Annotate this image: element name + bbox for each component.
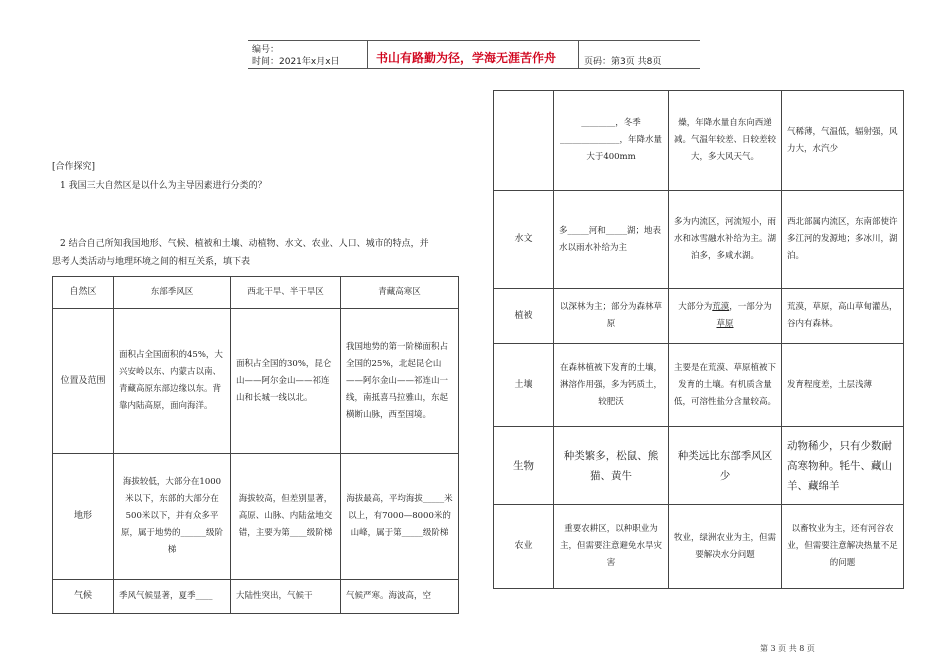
cell-east-biology: 种类繁多，松鼠、熊猫、黄牛	[554, 427, 669, 505]
header-top-rule	[248, 40, 700, 41]
cell-east-terrain: 海拔较低，大部分在1000米以下，东部的大部分在500米以下，并有众多平原，属于地势的______级阶梯	[114, 454, 231, 580]
header-page-label: 页码：第3页 共8页	[584, 57, 662, 67]
row-label-vegetation: 植被	[494, 289, 554, 344]
table-row	[494, 289, 904, 344]
table-row	[494, 191, 904, 289]
header-time-label: 时间：2021年x月x日	[252, 57, 340, 67]
page-footer: 第 3 页 共 8 页	[760, 644, 815, 653]
question-2-line-1: 2 结合自己所知我国地形、气候、植被和土壤、动植物、水文、农业、人口、城市的特点，并	[60, 239, 429, 249]
cell-northwest-hydrology: 多为内流区，河流短小，雨水和冰雪融水补给为主。湖泊多，多咸水湖。	[669, 191, 782, 289]
col-header-east: 东部季风区	[114, 277, 231, 309]
table-row	[53, 309, 459, 454]
question-1: 1 我国三大自然区是以什么为主导因素进行分类的？	[60, 181, 267, 191]
cell-tibet-climate: 气候严寒。海波高，空	[341, 580, 459, 614]
question-2-line-2: 思考人类活动与地理环境之间的相互关系，填下表	[52, 257, 251, 267]
cell-tibet-vegetation: 荒漠，草原，高山草甸灌丛，谷内有森林。	[782, 289, 904, 344]
table-header-row	[53, 277, 459, 309]
row-label-agriculture: 农业	[494, 505, 554, 589]
table-row	[53, 454, 459, 580]
cell-tibet-agriculture: 以畜牧业为主，还有河谷农业，但需要注意解决热量不足的问题	[782, 505, 904, 589]
cell-tibet-biology: 动物稀少，只有少数耐高寒物种。牦牛、藏山羊、藏绵羊	[782, 427, 904, 505]
row-label-hydrology: 水文	[494, 191, 554, 289]
cell-northwest-agriculture: 牧业，绿洲农业为主，但需要解决水分问题	[669, 505, 782, 589]
cell-tibet-terrain: 海拔最高，平均海拔_____米以上，有7000—8000米的山峰，属于第_____级阶梯	[341, 454, 459, 580]
regions-table-part-1	[52, 276, 459, 614]
row-label-location: 位置及范围	[53, 309, 114, 454]
vegetation-underline-desert: 荒漠	[712, 302, 730, 312]
regions-table-part-2	[493, 90, 904, 589]
col-header-region: 自然区	[53, 277, 114, 309]
vegetation-text-b: ，一部分为	[729, 302, 772, 312]
col-header-northwest: 西北干旱、半干旱区	[231, 277, 341, 309]
cell-tibet-soil: 发育程度差，土层浅薄	[782, 344, 904, 427]
table-row	[494, 427, 904, 505]
table-row	[494, 344, 904, 427]
header-code-label: 编号：	[252, 45, 280, 55]
table-row	[53, 580, 459, 614]
cell-east-climate: 季风气候显著，夏季____	[114, 580, 231, 614]
cell-east-soil: 在森林植被下发育的土壤，淋溶作用强，多为钙质土，较肥沃	[554, 344, 669, 427]
cell-east-vegetation: 以深林为主；部分为森林草原	[554, 289, 669, 344]
cell-northwest-climate-cont: 燥，年降水量自东向西递减。气温年较差、日较差较大，多大风天气。	[669, 91, 782, 191]
cell-northwest-biology: 种类远比东部季风区少	[669, 427, 782, 505]
col-header-tibet: 青藏高寒区	[341, 277, 459, 309]
cell-northwest-terrain: 海拔较高，但差别显著，高原、山脉、内陆盆地交错，主要为第____级阶梯	[231, 454, 341, 580]
cell-tibet-hydrology: 西北部属内流区，东南部使许多江河的发源地；多冰川，湖泊。	[782, 191, 904, 289]
cell-tibet-location: 我国地势的第一阶梯面积占全国的25%，北起昆仑山——阿尔金山——祁连山一线，南抵喜马拉雅山，东起横断山脉，西至国境。	[341, 309, 459, 454]
row-label-climate: 气候	[53, 580, 114, 614]
vegetation-underline-grassland: 草原	[716, 319, 734, 329]
row-label-soil: 土壤	[494, 344, 554, 427]
cell-tibet-climate-cont: 气稀薄，气温低，辐射强，风力大，水汽少	[782, 91, 904, 191]
cell-northwest-location: 面积占全国的30%，昆仑山——阿尔金山——祁连山和长城一线以北。	[231, 309, 341, 454]
vegetation-text-a: 大部分为	[678, 302, 713, 312]
header-divider-right	[578, 40, 579, 68]
row-label-biology: 生物	[494, 427, 554, 505]
row-label-climate-cont	[494, 91, 554, 191]
table-row	[494, 91, 904, 191]
cell-east-hydrology: 多_____河和_____湖；地表水以雨水补给为主	[554, 191, 669, 289]
cell-northwest-vegetation	[669, 289, 782, 344]
row-label-terrain: 地形	[53, 454, 114, 580]
table-row	[494, 505, 904, 589]
cell-northwest-climate: 大陆性突出，气候干	[231, 580, 341, 614]
header-divider-left	[367, 40, 368, 68]
header-motto: 书山有路勤为径，学海无涯苦作舟	[376, 51, 557, 65]
header-bottom-rule	[248, 68, 700, 69]
cell-east-agriculture: 重要农耕区，以种职业为主，但需要注意避免水旱灾害	[554, 505, 669, 589]
cell-east-climate-cont: ________，冬季______________，年降水量大于400mm	[554, 91, 669, 191]
section-title: [合作探究]	[52, 162, 96, 172]
cell-northwest-soil: 主要是在荒漠、草原植被下发育的土壤。有机质含量低，可溶性盐分含量较高。	[669, 344, 782, 427]
cell-east-location: 面积占全国面积的45%，大兴安岭以东、内蒙古以南、青藏高原东部边缘以东。背靠内陆高原，面向海洋。	[114, 309, 231, 454]
